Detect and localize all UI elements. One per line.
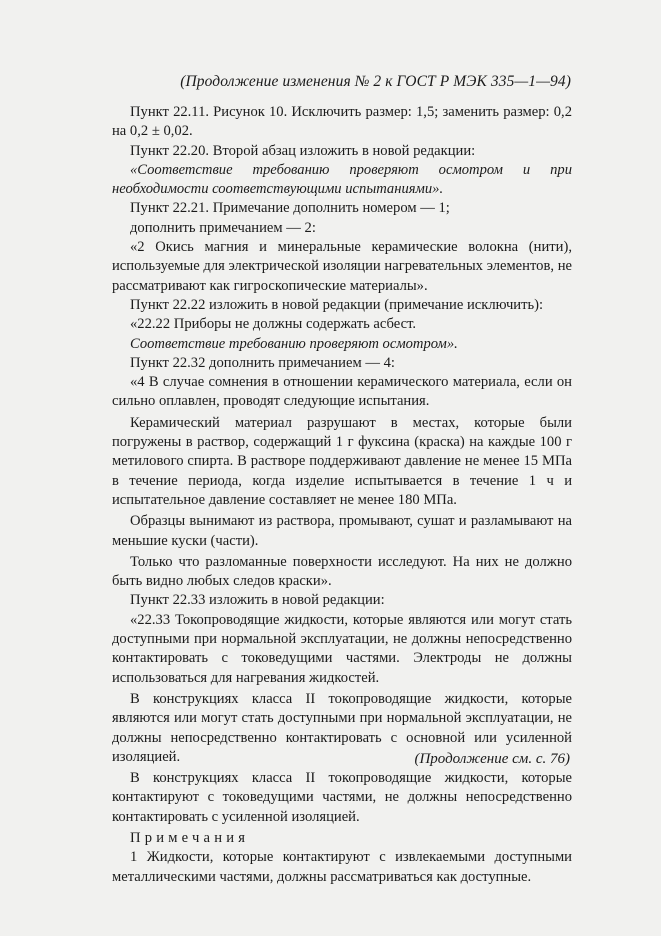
document-body bbox=[112, 103, 572, 887]
paragraph-add-note-2: дополнить примечанием — 2: bbox=[130, 219, 316, 236]
paragraph-item-22-33: Пункт 22.33 изложить в новой редакции: bbox=[130, 592, 385, 609]
paragraph-note-4: «4 В случае сомнения в отношении керамического материала, если он сильно оплавлен, проводят следующие испытания. bbox=[112, 374, 572, 410]
paragraph-item-22-11: Пункт 22.11. Рисунок 10. Исключить размер: 1,5; заменить размер: 0,2 на 0,2 ± 0,02. bbox=[112, 104, 572, 140]
paragraph-item-22-22: Пункт 22.22 изложить в новой редакции (примечание исключить): bbox=[130, 296, 544, 313]
paragraph-quote-22-33: «22.33 Токопроводящие жидкости, которые являются или могут стать доступными при нормальной эксплуатации, не должны непосредственно контактировать с токоведущими частями. Электроды не должны использоваться для нагревания жидкостей. bbox=[112, 611, 572, 686]
paragraph-surfaces: Только что разломанные поверхности исследуют. На них не должно быть видно любых следов краски». bbox=[112, 553, 572, 590]
paragraph-quote-22-20: «Соответствие требованию проверяют осмотром и при необходимости соответствующими испытаниями». bbox=[112, 161, 572, 198]
paragraph-note-2: «2 Окись магния и минеральные керамические волокна (нити), используемые для электрической изоляции нагревательных элементов, не рассматривают как гигроскопические материалы». bbox=[112, 239, 572, 294]
paragraph-ceramic-test: Керамический материал разрушают в местах, которые были погружены в раствор, содержащий 1 г фуксина (краска) на каждые 100 г метилового спирта. В растворе поддерживают давление не менее 15 МПа в течение периода, когда изделие испытывается в течение 1 ч и испытательное давление составляет не менее 180 МПа. bbox=[112, 414, 572, 508]
paragraph-samples: Образцы вынимают из раствора, промывают, сушат и разламывают на меньшие куски (части). bbox=[112, 513, 572, 549]
paragraph-item-22-20: Пункт 22.20. Второй абзац изложить в новой редакции: bbox=[130, 142, 476, 159]
paragraph-quote-22-22: «22.22 Приборы не должны содержать асбест. bbox=[130, 316, 417, 333]
paragraph-item-22-21: Пункт 22.21. Примечание дополнить номером — 1; bbox=[130, 200, 450, 217]
paragraph-class-ii-live: В конструкциях класса II токопроводящие жидкости, которые контактируют с токоведущими частями, не должны непосредственно контактировать с усиленной изоляцией. bbox=[112, 770, 572, 825]
paragraph-item-22-32: Пункт 22.32 дополнить примечанием — 4: bbox=[130, 354, 395, 371]
paragraph-note-1-liquids: 1 Жидкости, которые контактируют с извлекаемыми доступными металлическими частями, должны рассматриваться как доступные. bbox=[112, 849, 572, 885]
paragraph-class-ii-accessible: В конструкциях класса II токопроводящие жидкости, которые являются или могут стать доступными при нормальной эксплуатации, не должны непосредственно контактировать с основной или усиленной изоляцией. bbox=[112, 690, 572, 765]
continuation-header: (Продолжение изменения № 2 к ГОСТ Р МЭК 335—1—94) bbox=[180, 73, 571, 90]
continuation-footer: (Продолжение см. с. 76) bbox=[414, 751, 570, 767]
paragraph-compliance-22-22: Соответствие требованию проверяют осмотром». bbox=[130, 335, 458, 352]
notes-heading: Примечания bbox=[130, 829, 250, 846]
